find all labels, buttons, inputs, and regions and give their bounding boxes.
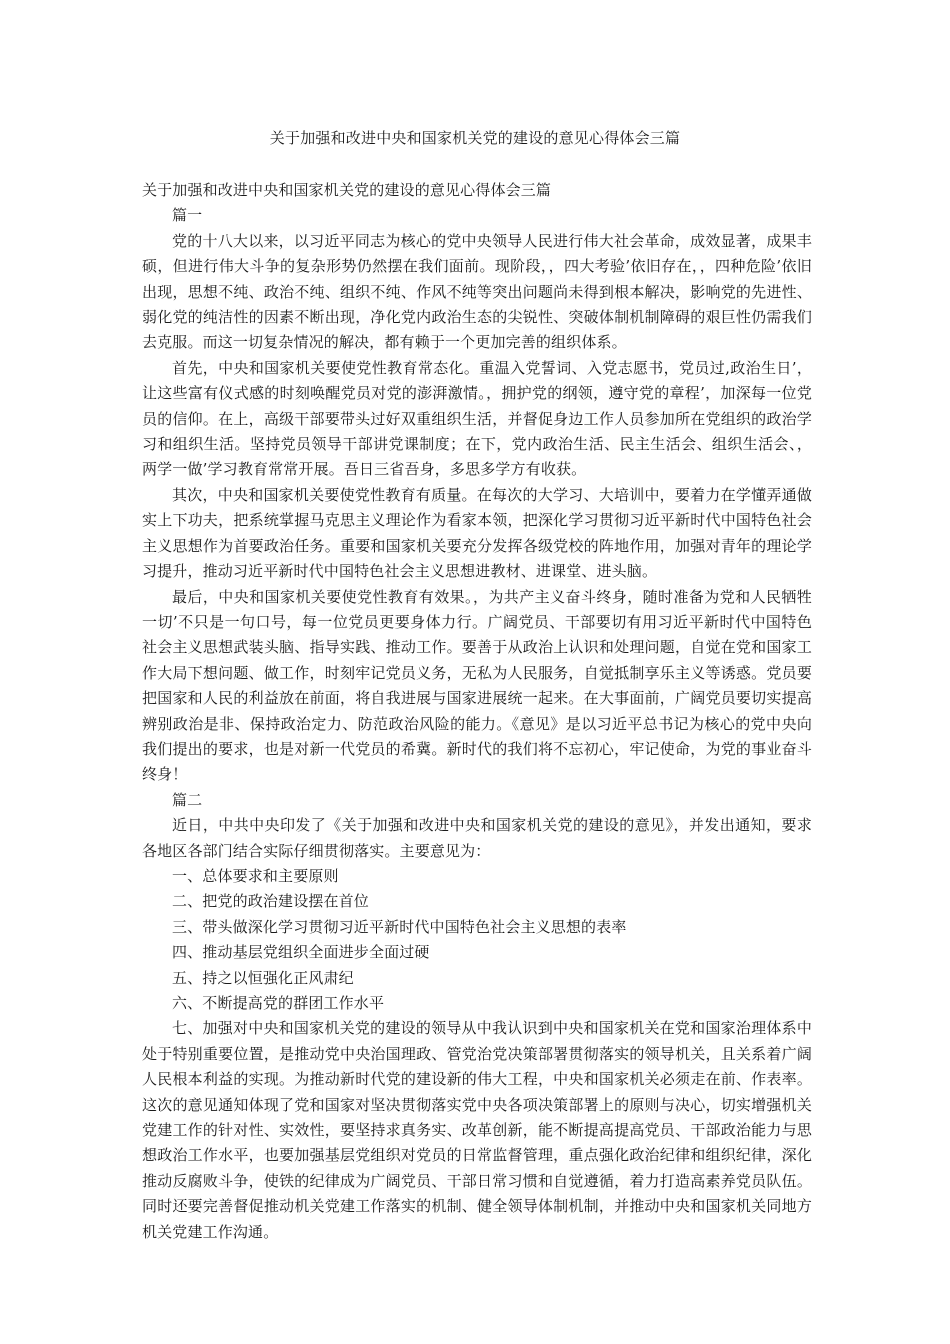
paragraph: 首先，中央和国家机关要使党性教育常态化。重温入党誓词、入党志愿书，党员过,政治生日’，让这些富有仪式感的时刻唤醒党员对党的澎湃激情。，拥护党的纲领，遵守党的章程’，加深每一位党员的信仰。在上，高级干部要带头过好双重组织生活，并督促身边工作人员参加所在党组织的政治学习和组织生活。坚持党员领导干部讲党课制度；在下，党内政治生活、民主生活会、组织生活会、，两学一做’学习教育常常开展。吾日三省吾身，多思多学方有收获。 bbox=[142, 358, 812, 479]
list-item: 六、不断提高党的群团工作水平 bbox=[172, 994, 385, 1012]
paragraph: 近日，中共中央印发了《关于加强和改进中央和国家机关党的建设的意见》，并发出通知，要求各地区各部门结合实际仔细贯彻落实。主要意见为： bbox=[142, 816, 812, 860]
paragraph: 最后，中央和国家机关要使党性教育有效果。，为共产主义奋斗终身，随时准备为党和人民牺牲一切’不只是一句口号，每一位党员更要身体力行。广阔党员、干部要切有用习近平新时代中国特色社会主义思想武装头脑、指导实践、推动工作。要善于从政治上认识和处理问题，自觉在党和国家工作大局下想问题、做工作，时刻牢记党员义务，无私为人民服务，自觉抵制享乐主义等诱惑。党员要把国家和人民的利益放在前面，将自我进展与国家进展统一起来。在大事面前，广阔党员要切实提高辨别政治是非、保持政治定力、防范政治风险的能力。《意见》是以习近平总书记为核心的党中央向我们提出的要求，也是对新一代党员的希冀。新时代的我们将不忘初心，牢记使命，为党的事业奋斗终身！ bbox=[142, 587, 812, 784]
paragraph: 其次，中央和国家机关要使党性教育有质量。在每次的大学习、大培训中，要着力在学懂弄通做实上下功夫，把系统掌握马克思主义理论作为看家本领，把深化学习贯彻习近平新时代中国特色社会主义思想作为首要政治任务。重要和国家机关要充分发挥各级党校的阵地作用，加强对青年的理论学习提升，推动习近平新时代中国特色社会主义思想进教材、进课堂、进头脑。 bbox=[142, 485, 812, 581]
document-title-line: 关于加强和改进中央和国家机关党的建设的意见心得体会三篇 bbox=[142, 181, 552, 199]
list-item: 三、带头做深化学习贯彻习近平新时代中国特色社会主义思想的表率 bbox=[172, 917, 627, 936]
paragraph: 党的十八大以来，以习近平同志为核心的党中央领导人民进行伟大社会革命，成效显著，成果丰硕，但进行伟大斗争的复杂形势仍然摆在我们面前。现阶段，，四大考验’依旧存在，，四种危险’依旧出现，思想不纯、政治不纯、组织不纯、作风不纯等突出问题尚未得到根本解决，影响党的先进性、弱化党的纯洁性的因素不断出现，净化党内政治生态的尖锐性、突破体制机制障碍的艰巨性仍需我们去克服。而这一切复杂情况的解决，都有赖于一个更加完善的组织体系。 bbox=[142, 231, 812, 352]
list-item: 四、推动基层党组织全面进步全面过硬 bbox=[172, 943, 430, 962]
document-body bbox=[142, 178, 812, 1245]
section-heading-2: 篇二 bbox=[172, 790, 203, 809]
list-item: 一、总体要求和主要原则 bbox=[172, 866, 339, 885]
page-header-title: 关于加强和改进中央和国家机关党的建设的意见心得体会三篇 bbox=[269, 129, 681, 147]
list-item: 五、持之以恒强化正风肃纪 bbox=[172, 968, 354, 987]
list-item: 二、把党的政治建设摆在首位 bbox=[172, 892, 369, 911]
paragraph: 七、加强对中央和国家机关党的建设的领导从中我认识到中央和国家机关在党和国家治理体系中处于特别重要位置，是推动党中央治国理政、管党治党决策部署贯彻落实的领导机关，且关系着广阔人民根本利益的实现。为推动新时代党的建设新的伟大工程，中央和国家机关必须走在前、作表率。这次的意见通知体现了党和国家对坚决贯彻落实党中央各项决策部署上的原则与决心，切实增强机关党建工作的针对性、实效性，要坚持求真务实、改革创新，能不断提高提高党员、干部政治能力与思想政治工作水平，也要加强基层党组织对党员的日常监督管理，重点强化政治纪律和组织纪律，深化推动反腐败斗争，使铁的纪律成为广阔党员、干部日常习惯和自觉遵循，着力打造高素养党员队伍。同时还要完善督促推动机关党建工作落实的机制、健全领导体制机制，并推动中央和国家机关同地方机关党建工作沟通。 bbox=[142, 1019, 812, 1241]
section-heading-1: 篇一 bbox=[172, 206, 203, 225]
